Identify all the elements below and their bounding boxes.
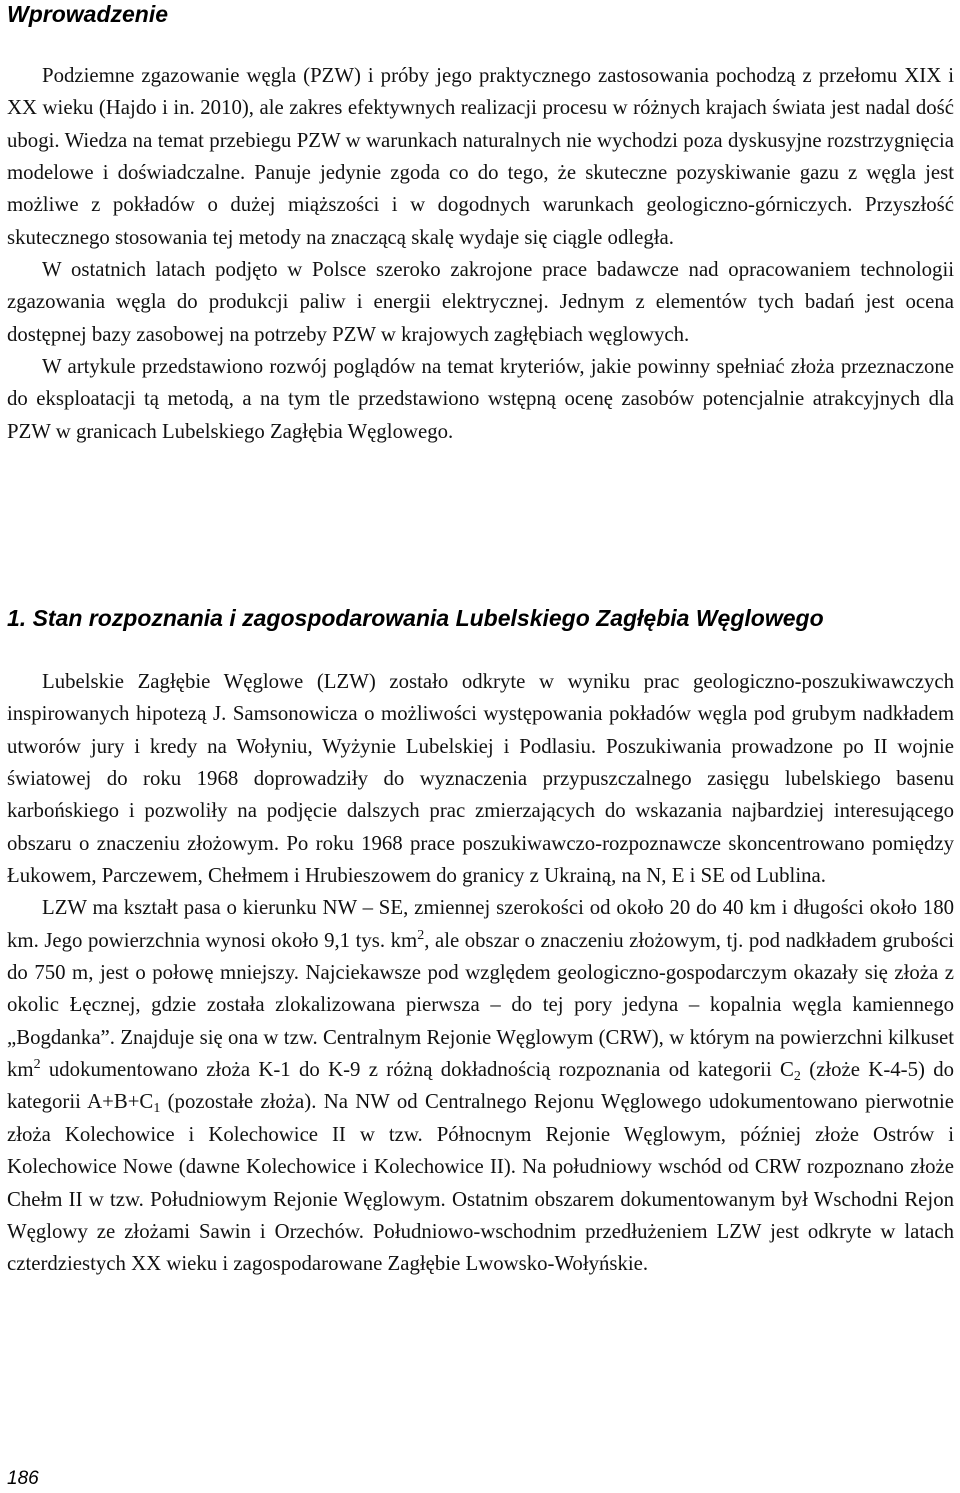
intro-paragraph-2: W ostatnich latach podjęto w Polsce szeroko zakrojone prace badawcze nad opracowaniem technologii zgazowania węgla do produkcji paliw i energii elektrycznej. Jednym z elementów tych badań jest ocena dostępnej bazy zasobowej na potrzeby PZW w krajowych zagłębiach węglowych.	[7, 258, 954, 346]
text-run: (złoże K-4-5) do kategorii A+B+C	[7, 1058, 954, 1114]
section-heading-lzw: 1. Stan rozpoznania i zagospodarowania Lubelskiego Zagłębia Węglowego	[7, 605, 824, 631]
text-run: (pozostałe złoża). Na NW od Centralnego Rejonu Węglowego udokumentowano pierwotnie złoża Kolechowice i Kolechowice II w tzw. Północnym Rejonie Węglowym, później złoże Ostrów i Kolechowice Nowe (dawne Kolechowice i Kolechowice II). Na południowy wschód od CRW rozpoznano złoże Chełm II w tzw. Południowym Rejonie Węglowym. Ostatnim obszarem dokumentowanym był Wschodni Rejon Węglowy ze złożami Sawin i Orzechów. Południowo-wschodnim przedłużeniem LZW jest odkryte w latach czterdziestych XX wieku i zagospodarowane Zagłębie Lwowsko-Wołyńskie.	[7, 1090, 955, 1276]
text-run: , ale obszar o znaczeniu złożowym, tj. pod nadkładem grubości do 750 m, jest o połowę mniejszy. Najciekawsze pod względem geologiczno-gospodarczym okazały się złoża z okolic Łęcznej, gdzie została zlokalizowana pierwsza – do tej pory jedyna – kopalnia węgla kamiennego „Bogdanka”. Znajduje się ona w tzw. Centralnym Rejonie Węglowym (CRW), w którym na powierzchni kilkuset km	[7, 928, 954, 1082]
subscript: 2	[793, 1069, 801, 1085]
lzw-body	[7, 666, 954, 1281]
superscript: 2	[417, 927, 425, 943]
text-run: udokumentowano złoża K-1 do K-9 z różną dokładnością rozpoznania od kategorii C	[40, 1058, 794, 1082]
intro-paragraph-3: W artykule przedstawiono rozwój poglądów na temat kryteriów, jakie powinny spełniać złoża przeznaczone do eksploatacji tą metodą, a na tym tle przedstawiono wstępną ocenę zasobów potencjalnie atrakcyjnych dla PZW w granicach Lubelskiego Zagłębia Węglowego.	[7, 355, 954, 443]
section-heading-introduction: Wprowadzenie	[7, 1, 169, 27]
superscript: 2	[33, 1057, 41, 1073]
page-number: 186	[7, 1468, 39, 1489]
subscript: 1	[153, 1101, 161, 1117]
intro-paragraph-1: Podziemne zgazowanie węgla (PZW) i próby jego praktycznego zastosowania pochodzą z przełomu XIX i XX wieku (Hajdo i in. 2010), ale zakres efektywnych realizacji procesu w różnych krajach świata jest nadal dość ubogi. Wiedza na temat przebiegu PZW w warunkach naturalnych nie wychodzi poza dyskusyjne rozstrzygnięcia modelowe i doświadczalne. Panuje jedynie zgoda co do tego, że skuteczne pozyskiwanie gazu z węgla jest możliwe z pokładów o dużej miąższości i w dogodnych warunkach geologiczno-górniczych. Przyszłość skutecznego stosowania tej metody na znaczącą skalę wydaje się ciągle odległa.	[7, 64, 954, 249]
lzw-paragraph-1: Lubelskie Zagłębie Węglowe (LZW) zostało odkryte w wyniku prac geologiczno-poszukiwawczych inspirowanych hipotezą J. Samsonowicza o możliwości występowania pokładów węgla pod grubym nadkładem utworów jury i kredy na Wołyniu, Wyżynie Lubelskiej i Podlasiu. Poszukiwania prowadzone po II wojnie światowej do roku 1968 doprowadziły do wyznaczenia przypuszczalnego zasięgu lubelskiego basenu karbońskiego i pozwoliły na podjęcie dalszych prac zmierzających do wskazania najbardziej interesującego obszaru o znaczeniu złożowym. Po roku 1968 prace poszukiwawczo-rozpoznawcze skoncentrowano pomiędzy Łukowem, Parczewem, Chełmem i Hrubieszowem do granicy z Ukrainą, na N, E i SE od Lublina.	[7, 670, 954, 888]
introduction-body	[7, 60, 954, 448]
text-run: LZW ma kształt pasa o kierunku NW – SE, zmiennej szerokości od około 20 do 40 km i długości około 180 km. Jego powierzchnia wynosi około 9,1 tys. km	[7, 896, 954, 952]
lzw-paragraph-2	[7, 892, 954, 1280]
